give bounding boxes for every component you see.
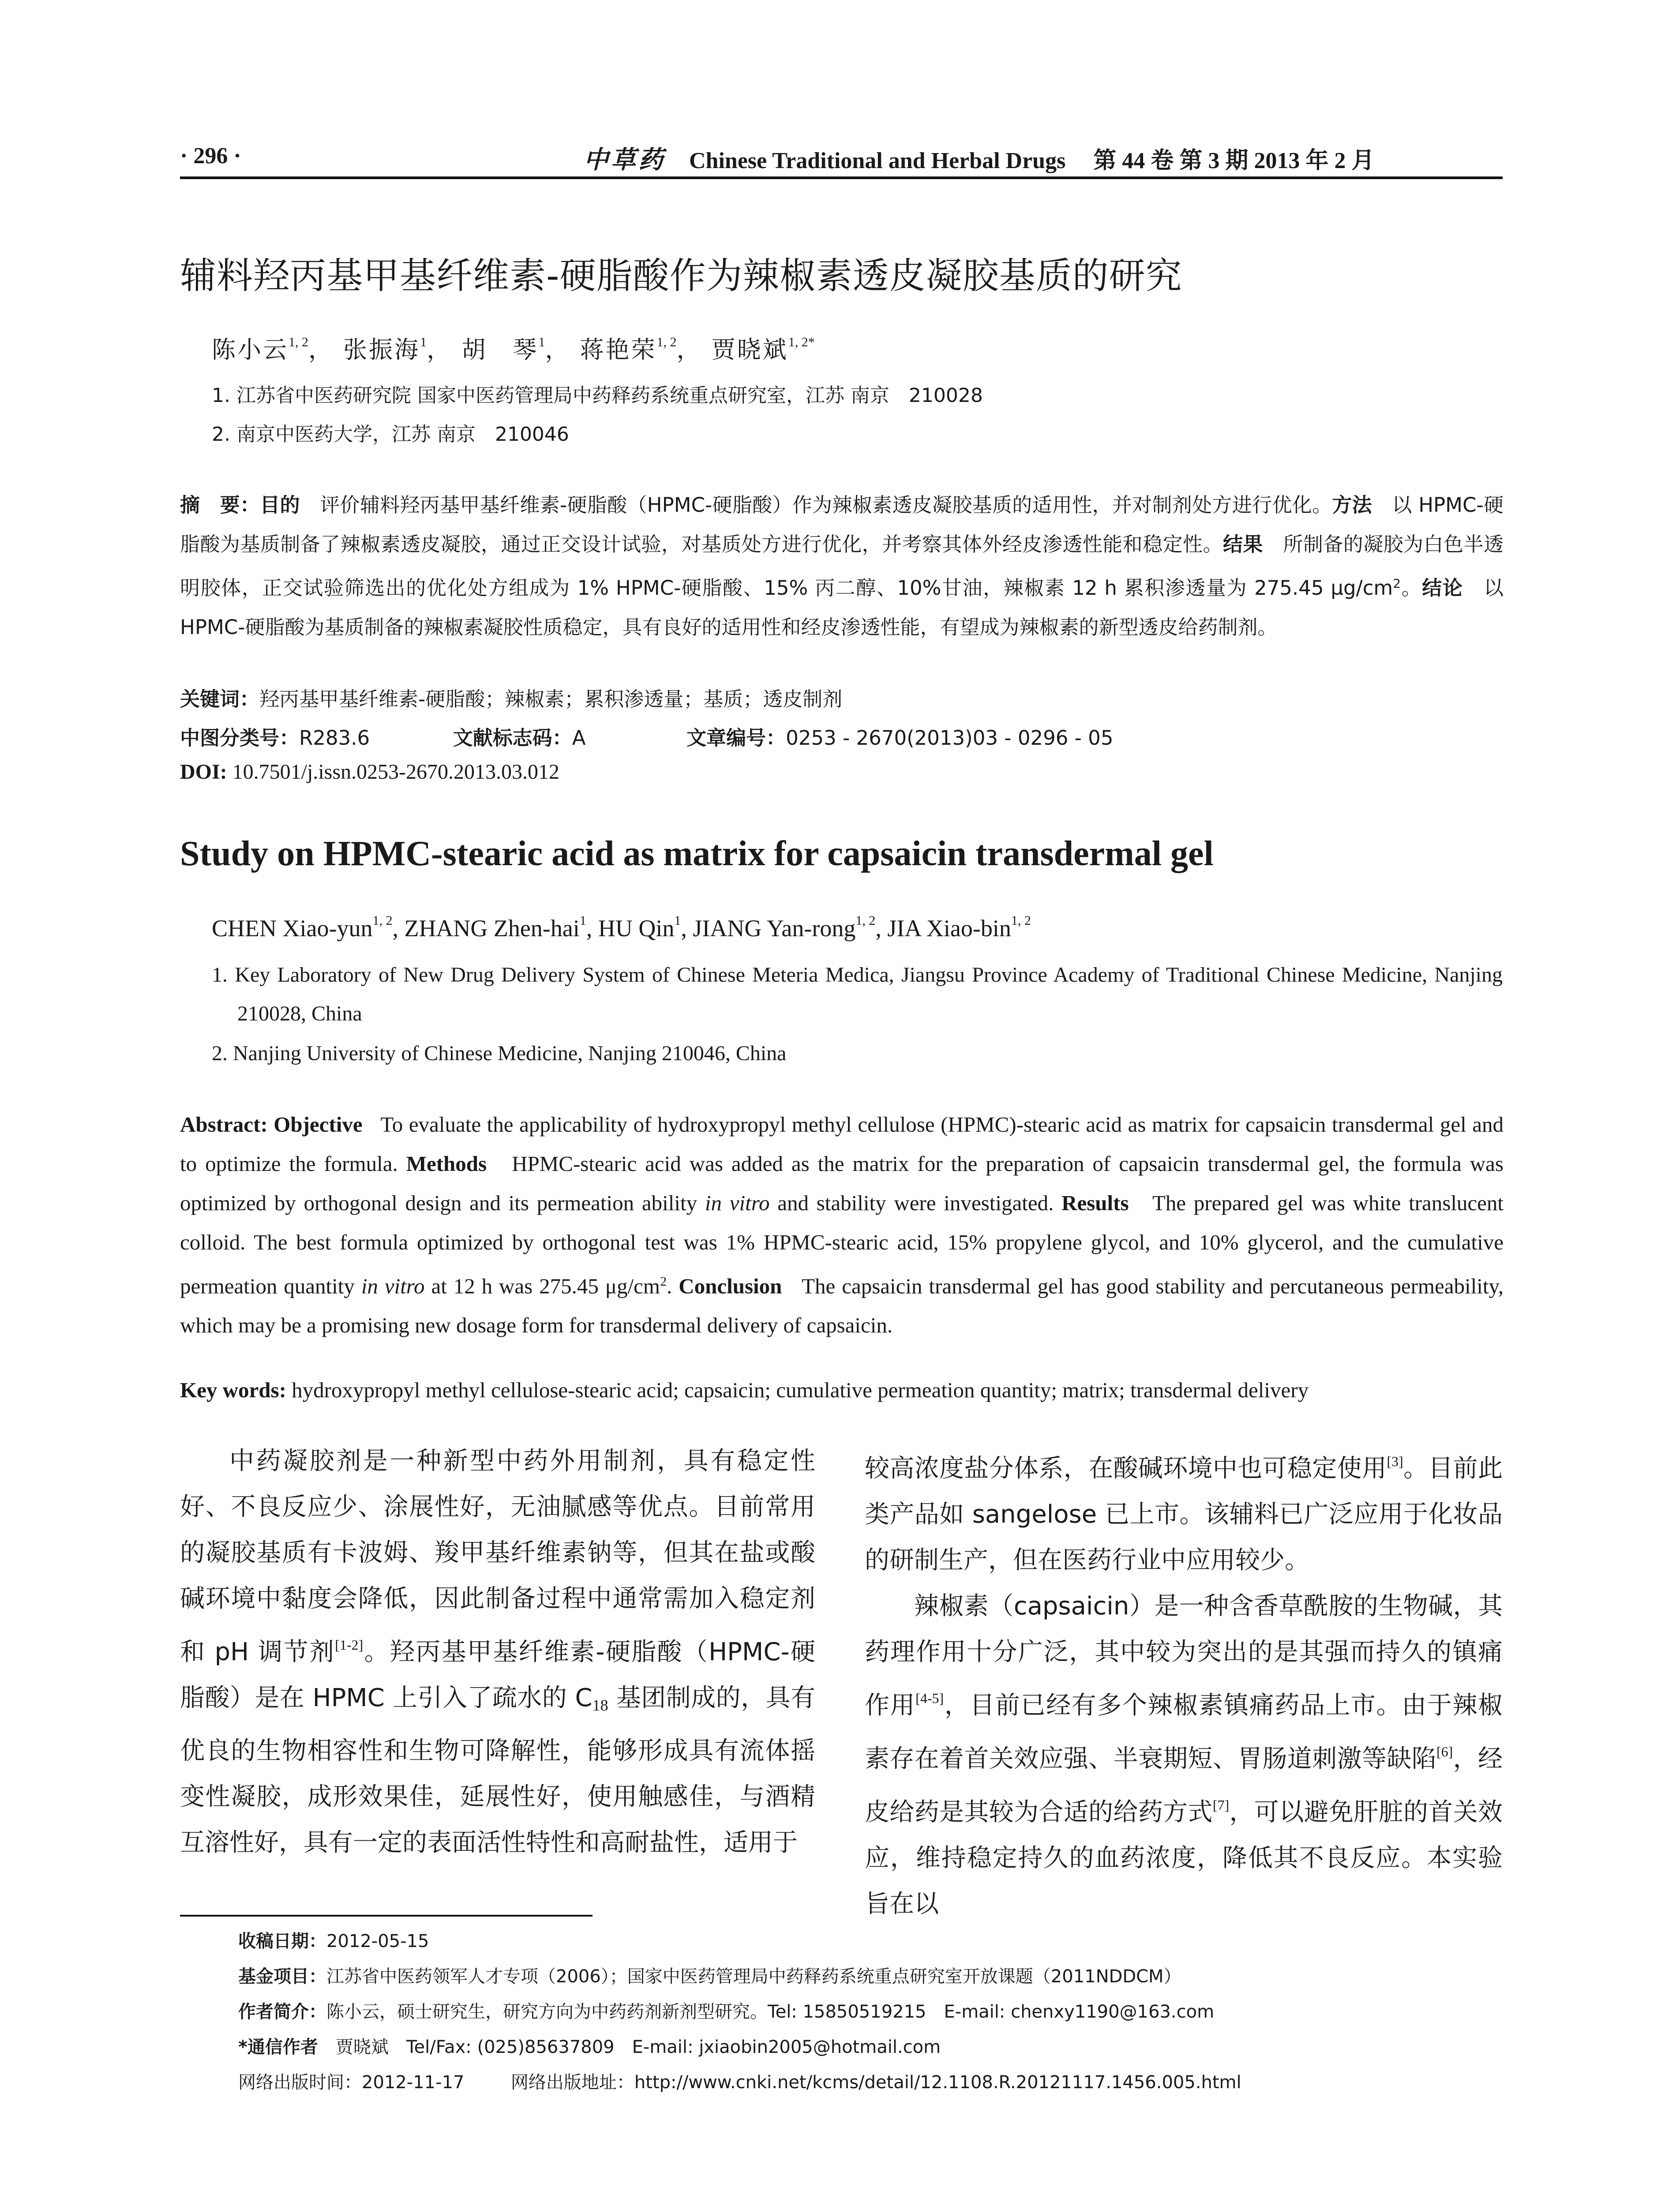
footnote-corresponding <box>238 2033 941 2058</box>
conclusion-label: 结论 <box>1422 576 1463 600</box>
abstract-cn <box>180 485 1504 647</box>
results-label: 结果 <box>1222 533 1263 556</box>
authors-cn <box>212 331 815 365</box>
results-en-text: The prepared gel was white translucent colloid. The best formula optimized by orthogonal test was 1% HPMC-stearic acid, 15% propylene glycol, and 10% glycerol, and the cumulative permeation quantity <box>180 1191 1504 1298</box>
keywords-cn <box>180 683 842 712</box>
footnote-url[interactable]: http://www.cnki.net/kcms/detail/12.1108.R.20121117.1456.005.html <box>634 2072 1241 2093</box>
results-en-label: Results <box>1061 1191 1129 1215</box>
results-end: 。 <box>1401 576 1422 600</box>
keywords-en-text: hydroxypropyl methyl cellulose-stearic acid; capsaicin; cumulative permeation quantity; matrix; transdermal delivery <box>292 1378 1309 1402</box>
author-cn: 贾晓斌 <box>711 336 788 364</box>
footnote-divider <box>180 1915 592 1917</box>
author-aff-mark: 1 <box>579 913 586 928</box>
page-number: · 296 · <box>180 143 241 169</box>
footnote-label: *通信作者 <box>238 2037 318 2057</box>
conclusion-text: 以 HPMC-硬脂酸为基质制备的辣椒素凝胶性质稳定，具有良好的适用性和经皮渗透性能，有望成为辣椒素的新型透皮给药制剂。 <box>180 576 1504 639</box>
author-aff-mark: 1 <box>538 335 545 349</box>
authors-en: CHEN Xiao-yun$^{1, 2}$, ZHANG Zhen-hai$^1$, HU Qin$^1$, JIANG Yan-rong$^{1, 2}$, JIA Xiao-bin$^{1, 2}$ <box>212 913 1031 942</box>
author-cn: 蒋艳荣 <box>580 336 657 364</box>
footnote-text: 陈小云，硕士研究生，研究方向为中药药剂新剂型研究。Tel: 15850519215 E-mail: chenxy1190@163.com <box>326 2002 1215 2022</box>
body-right-column <box>865 1438 1503 1927</box>
author-separator: ， <box>308 336 334 364</box>
body-text: 较高浓度盐分体系，在酸碱环境中也可稳定使用 <box>865 1454 1387 1483</box>
methods-label: 方法 <box>1332 493 1372 517</box>
methods-text: 以 HPMC-硬脂酸为基质制备了辣椒素透皮凝胶，通过正交设计试验，对基质处方进行优化，并考察其体外经皮渗透性能和稳定性。 <box>180 493 1504 556</box>
abstract-en-label: Abstract: <box>180 1112 268 1137</box>
author-aff-mark: 1, 2 <box>1011 913 1031 928</box>
abstract-en <box>180 1105 1504 1345</box>
body-paragraph <box>865 1438 1503 1583</box>
results-en-superscript: 2 <box>660 1274 667 1289</box>
journal-name: Chinese Traditional and Herbal Drugs <box>689 148 1066 173</box>
methods-en-italic: in vitro <box>705 1191 770 1215</box>
footnote-label: 基金项目： <box>238 1966 326 1987</box>
clc-label: 中图分类号： <box>180 726 300 750</box>
footnote-online <box>238 2068 1241 2093</box>
author-aff-mark: 1, 2 <box>372 913 393 928</box>
abstract-cn-label: 摘 要： <box>180 493 260 517</box>
affiliation-en-1-text: 1. Key Laboratory of New Drug Delivery System of Chinese Meteria Medica, Jiangsu Province Academy of Traditional Chinese Medicine, Nanjing 210028, China <box>212 963 1503 1025</box>
footnote-text: 贾晓斌 Tel/Fax: (025)85637809 E-mail: jxiaobin2005@hotmail.com <box>335 2037 941 2057</box>
footnote-text: 2012-11-17 <box>362 2072 465 2093</box>
title-cn: 辅料羟丙基甲基纤维素-硬脂酸作为辣椒素透皮凝胶基质的研究 <box>180 255 1182 297</box>
doi-value: 10.7501/j.issn.0253-2670.2013.03.012 <box>232 760 560 784</box>
body-text: ，目前已经有多个辣椒素镇痛药品上市。由于辣椒素存在着首关效应强、半衰期短、胃肠道刺激等缺陷 <box>865 1691 1503 1773</box>
doi-line <box>180 760 559 784</box>
citation: [1-2] <box>335 1637 364 1653</box>
body-text: 中药凝胶剂是一种新型中药外用制剂，具有稳定性好、不良反应少、涂展性好，无油腻感等优点。目前常用的凝胶基质有卡波姆、羧甲基纤维素钠等，但其在盐或酸碱环境中黏度会降低，因此制备过程中通常需加入稳定剂和 pH 调节剂 <box>180 1447 815 1666</box>
footnote-received <box>238 1927 429 1952</box>
body-left-column <box>180 1438 815 1866</box>
doc-code-value: A <box>572 726 586 750</box>
methods-en-text: HPMC-stearic acid was added as the matrix for the preparation of capsaicin transdermal gel, the formula was optimized by orthogonal design and its permeation ability <box>180 1152 1504 1215</box>
body-paragraph <box>865 1583 1503 1927</box>
citation: [6] <box>1436 1744 1453 1760</box>
author-separator: ， <box>545 336 571 364</box>
objective-en-label: Objective <box>274 1112 363 1137</box>
citation: [3] <box>1387 1453 1403 1469</box>
article-no-value: 0253 - 2670(2013)03 - 0296 - 05 <box>786 726 1114 750</box>
affiliation-cn-1: 1. 江苏省中医药研究院 国家中医药管理局中药释药系统重点研究室，江苏 南京 210028 <box>212 384 983 407</box>
journal-issue: 第 44 卷 第 3 期 2013 年 2 月 <box>1093 148 1375 173</box>
author-aff-mark: 1, 2 <box>656 335 677 349</box>
author-aff-mark: 1, 2 <box>289 335 308 349</box>
affiliation-en-1 <box>212 956 1503 1033</box>
author-aff-mark: 1 <box>420 335 427 349</box>
author-en: JIA Xiao-bin <box>887 915 1011 942</box>
objective-text: 评价辅料羟丙基甲基纤维素-硬脂酸（HPMC-硬脂酸）作为辣椒素透皮凝胶基质的适用性，并对制剂处方进行优化。 <box>320 493 1332 517</box>
body-text: 。目前此类产品如 sangelose 已上市。该辅料已广泛应用于化妆品的研制生产，但在医药行业中应用较少。 <box>865 1454 1503 1575</box>
journal-logo: 中草药 <box>584 145 666 174</box>
results-en-text-mid: at 12 h was 275.45 μg/cm <box>431 1274 660 1298</box>
conclusion-en-label: Conclusion <box>679 1274 782 1298</box>
author-en: HU Qin <box>598 915 675 942</box>
header-divider <box>180 176 1503 179</box>
body-text: 。羟丙基甲基纤维素-硬脂酸（HPMC-硬脂酸）是在 HPMC 上引入了疏水的 C <box>180 1638 815 1712</box>
conclusion-en-text: The capsaicin transdermal gel has good stability and percutaneous permeability, which may be a promising new dosage form for transdermal delivery of capsaicin. <box>180 1274 1504 1338</box>
body-paragraph <box>180 1438 815 1866</box>
results-en-italic: in vitro <box>361 1274 425 1298</box>
affiliation-cn-2: 2. 南京中医药大学，江苏 南京 210046 <box>212 423 569 446</box>
author-en: ZHANG Zhen-hai <box>404 915 580 942</box>
affiliation-en-2: 2. Nanjing University of Chinese Medicine, Nanjing 210046, China <box>212 1042 787 1065</box>
author-en: JIANG Yan-rong <box>693 915 856 942</box>
results-en-end: . <box>667 1274 672 1298</box>
body-text: ，经皮给药是其较为合适的给药方式 <box>865 1745 1503 1827</box>
footnote-author-bio <box>238 1998 1214 2023</box>
footnote-text: 江苏省中医药领军人才专项（2006）；国家中医药管理局中药释药系统重点研究室开放课题（2011NDDCM） <box>326 1966 1181 1987</box>
clc-value: R283.6 <box>299 726 370 750</box>
footnote-label: 收稿日期： <box>238 1931 326 1951</box>
footnote-text: 2012-05-15 <box>326 1931 429 1951</box>
journal-info <box>584 140 1374 176</box>
author-en: CHEN Xiao-yun <box>212 915 373 942</box>
keywords-en <box>180 1377 1309 1403</box>
article-no-label: 文章编号： <box>686 726 786 750</box>
author-aff-mark: 1 <box>674 913 681 928</box>
footnote-label: 作者简介： <box>238 2002 326 2022</box>
footnote-label: 网络出版时间： <box>238 2072 362 2093</box>
running-header <box>180 140 1504 180</box>
body-text: 辣椒素（capsaicin）是一种含香草酰胺的生物碱，其药理作用十分广泛，其中较为突出的是其强而持久的镇痛作用 <box>865 1592 1503 1720</box>
keywords-en-label: Key words: <box>180 1378 286 1402</box>
keywords-cn-label: 关键词： <box>180 687 260 711</box>
citation: [7] <box>1212 1797 1230 1813</box>
footnote-fund <box>238 1962 1181 1988</box>
keywords-cn-text: 羟丙基甲基纤维素-硬脂酸；辣椒素；累积渗透量；基质；透皮制剂 <box>259 687 843 711</box>
author-separator: ， <box>676 336 702 364</box>
author-cn: 张振海 <box>343 336 420 364</box>
citation: [4-5] <box>915 1690 944 1706</box>
footnote-label: 网络出版地址： <box>510 2072 634 2093</box>
body-text: 基团制成的，具有优良的生物相容性和生物可降解性，能够形成具有流体摇变性凝胶，成形效果佳，延展性好，使用触感佳，与酒精互溶性好，具有一定的表面活性特性和高耐盐性，适用于 <box>180 1684 815 1857</box>
author-cn: 胡 琴 <box>461 336 539 364</box>
author-separator: ， <box>427 336 453 364</box>
doc-code-label: 文献标志码： <box>453 726 572 750</box>
title-en: Study on HPMC-stearic acid as matrix for capsaicin transdermal gel <box>180 834 1214 873</box>
doi-label: DOI: <box>180 760 227 784</box>
objective-label: 目的 <box>260 493 300 517</box>
results-superscript: 2 <box>1393 576 1401 591</box>
author-aff-mark: 1, 2* <box>788 335 815 349</box>
author-aff-mark: 1, 2 <box>855 913 876 928</box>
body-text: ，可以避免肝脏的首关效应，维持稳定持久的血药浓度，降低其不良反应。本实验旨在以 <box>865 1798 1503 1918</box>
classification-line <box>180 722 1113 750</box>
methods-en-text-end: and stability were investigated. <box>777 1191 1054 1215</box>
results-text: 所制备的凝胶为白色半透明胶体，正交试验筛选出的优化处方组成为 1% HPMC-硬脂酸、15% 丙二醇、10%甘油，辣椒素 12 h 累积渗透量为 275.45 μg/cm <box>180 533 1504 600</box>
author-cn: 陈小云 <box>212 336 289 364</box>
methods-en-label: Methods <box>406 1152 487 1176</box>
subscript: 18 <box>592 1696 608 1714</box>
objective-en-text: To evaluate the applicability of hydroxypropyl methyl cellulose (HPMC)-stearic acid as matrix for capsaicin transdermal gel and to optimize the formula. <box>180 1112 1504 1176</box>
